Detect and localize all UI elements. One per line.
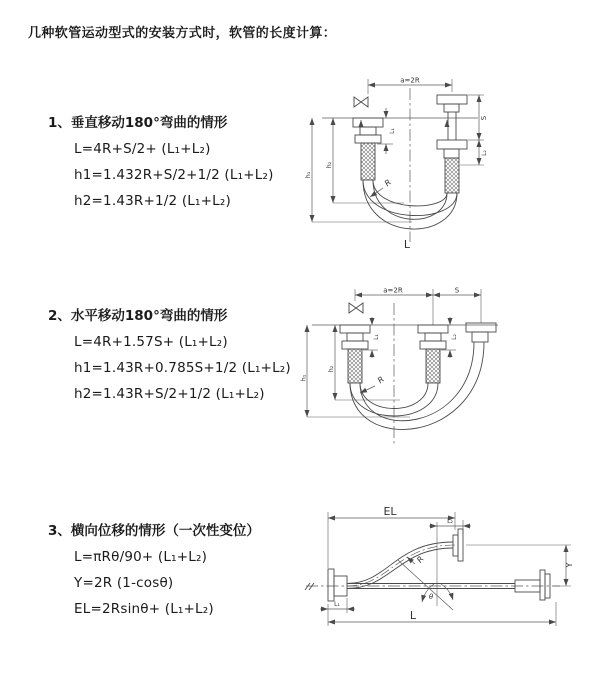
diagram-lateral-displacement — [298, 498, 600, 646]
flange-moving-end-displaced — [466, 323, 496, 342]
flange-fixed-end — [353, 118, 383, 180]
valve-icon — [349, 303, 363, 313]
dim-label-h2: h₂ — [325, 161, 333, 169]
centerline-break-mark — [305, 583, 314, 590]
flange-fixed-end — [340, 325, 370, 383]
dim-label-a2r: a=2R — [400, 76, 420, 85]
dim-label-l2: L₂ — [451, 334, 458, 340]
dimension-lines — [300, 287, 499, 418]
dim-label-h1: h₁ — [304, 171, 312, 179]
dim-label-s: S — [480, 115, 488, 121]
formula-el: EL=2Rsinθ+ (L₁+L₂) — [74, 601, 214, 617]
section-3-heading: 3、横向位移的情形（一次性变位） — [48, 523, 260, 539]
formula-h2: h2=1.43R+S/2+1/2 (L₁+L₂) — [74, 386, 265, 402]
radius-callout — [360, 375, 386, 393]
dim-label-r: R — [375, 374, 386, 386]
dim-label-y: Y — [565, 562, 574, 568]
hose-loops — [350, 342, 484, 430]
flange-moving-end — [437, 95, 467, 193]
page-title: 几种软管运动型式的安装方式时，软管的长度计算： — [28, 26, 337, 41]
flange-original-position — [515, 570, 550, 600]
dim-label-total-length: L — [403, 238, 411, 251]
section-1-heading: 1、垂直移动180°弯曲的情形 — [48, 115, 228, 131]
dim-label-l2: L₂ — [481, 150, 488, 156]
dim-label-total-length: L — [409, 609, 417, 622]
dim-label-r: R — [415, 554, 426, 565]
formula-length: L=4R+S/2+ (L₁+L₂) — [74, 141, 211, 157]
hose-displaced-s-curve — [347, 542, 455, 589]
dim-label-theta: θ — [428, 593, 434, 601]
section-2-heading: 2、水平移动180°弯曲的情形 — [48, 308, 228, 324]
dim-label-s: S — [454, 286, 460, 295]
section-vertical-travel — [48, 111, 274, 209]
formula-h1: h1=1.432R+S/2+1/2 (L₁+L₂) — [74, 167, 274, 183]
dim-label-l2: L₂ — [447, 518, 453, 525]
flange-fixed-end — [328, 569, 347, 601]
dimension-lines — [320, 505, 574, 626]
dim-label-el: EL — [383, 505, 397, 518]
centerline — [305, 583, 560, 590]
dim-label-h1: h₁ — [299, 374, 308, 382]
diagram-vertical-180-bend — [300, 72, 595, 272]
dim-label-l1: L₁ — [373, 334, 380, 340]
valve-icon — [354, 97, 368, 107]
dim-label-l1: L₁ — [334, 601, 340, 608]
formula-length: L=πRθ/90+ (L₁+L₂) — [74, 549, 208, 565]
formula-h1: h1=1.43R+0.785S+1/2 (L₁+L₂) — [74, 360, 291, 376]
diagram-horizontal-180-bend — [300, 283, 595, 461]
dim-label-a2r: a=2R — [383, 286, 403, 295]
dim-label-h2: h₂ — [327, 365, 335, 373]
formula-h2: h2=1.43R+1/2 (L₁+L₂) — [74, 193, 231, 209]
dim-label-r: R — [382, 177, 393, 189]
section-horizontal-travel — [48, 304, 291, 402]
formula-length: L=4R+1.57S+ (L₁+L₂) — [74, 334, 228, 350]
dim-label-l1: L₁ — [389, 128, 396, 134]
section-lateral-displacement — [48, 519, 260, 617]
radius-callout — [407, 555, 426, 565]
angle-construction — [398, 560, 453, 610]
flange-moving-end-start — [418, 325, 448, 383]
formula-y: Y=2R (1-cosθ) — [74, 575, 174, 591]
